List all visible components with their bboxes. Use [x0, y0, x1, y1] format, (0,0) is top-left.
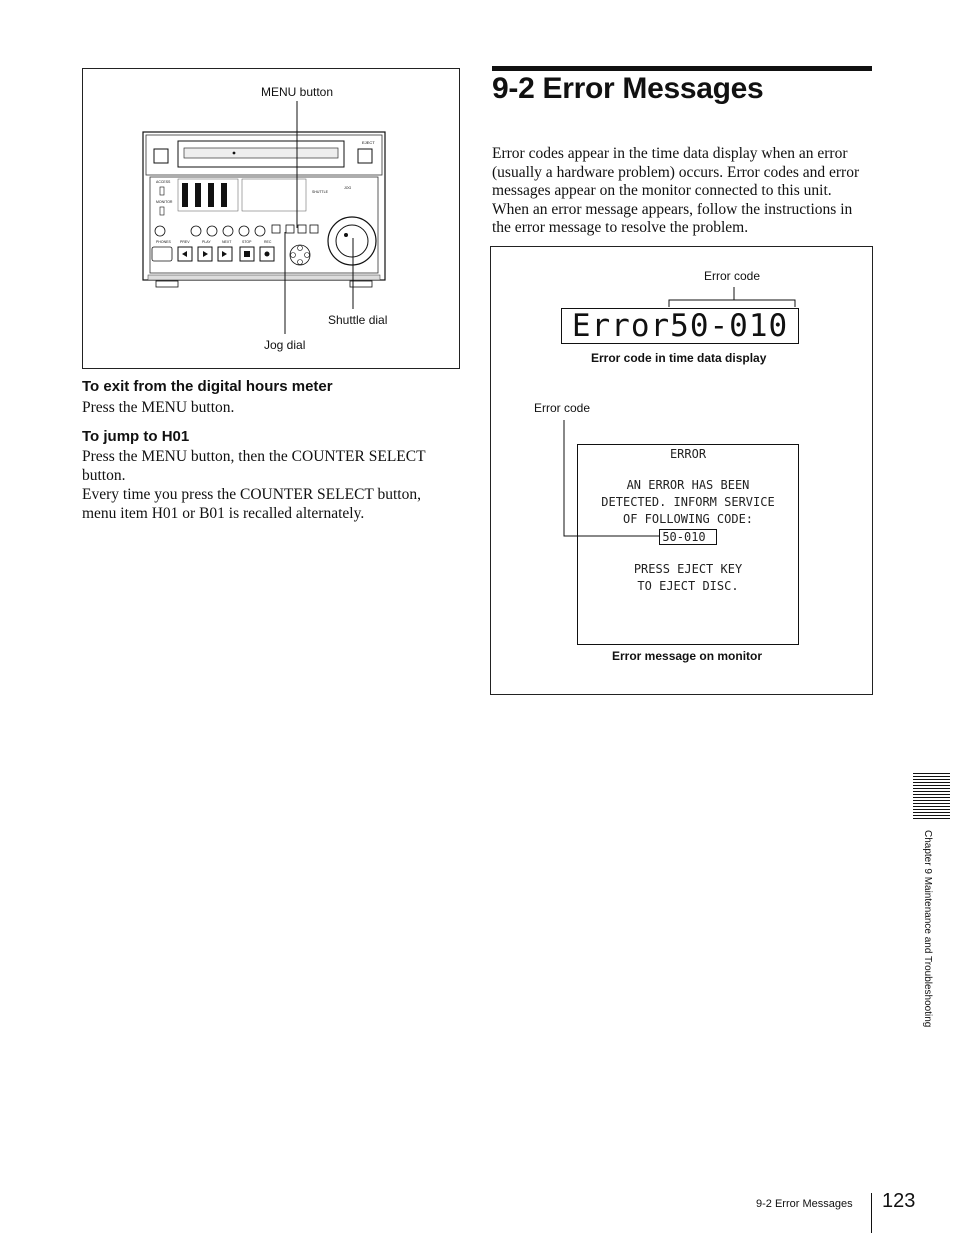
svg-text:EJECT: EJECT — [362, 140, 375, 145]
jump-body — [82, 447, 462, 523]
monitor-line: DETECTED. INFORM SERVICE — [601, 495, 775, 509]
footer-section-label: 9-2 Error Messages — [756, 1198, 853, 1210]
intro-line: When an error message appears, follow the instructions in — [492, 200, 853, 218]
monitor-line: OF FOLLOWING CODE: — [622, 512, 754, 526]
time-data-text: Error50-010 — [571, 308, 789, 344]
footer-rule — [871, 1193, 872, 1233]
intro-line: Error codes appear in the time data display when an error — [492, 145, 848, 162]
svg-text:SHUTTLE: SHUTTLE — [312, 190, 328, 194]
svg-text:MONITOR: MONITOR — [156, 200, 173, 204]
monitor-code-label: Error code — [534, 401, 591, 415]
page-title: 9-2 Error Messages — [492, 72, 764, 105]
time-display-bracket — [660, 285, 800, 309]
svg-text:NEXT: NEXT — [222, 240, 232, 244]
jump-heading: To jump to H01 — [82, 428, 190, 445]
monitor-error-code: 50-010 — [659, 529, 716, 545]
menu-button-label: MENU button — [261, 85, 334, 99]
svg-text:STOP: STOP — [242, 240, 252, 244]
title-rule — [492, 66, 872, 71]
intro-line: messages appear on the monitor connected to this unit. — [492, 182, 832, 200]
chapter-tab-label: Chapter 9 Maintenance and Troubleshooting — [922, 830, 933, 1028]
time-data-display — [561, 308, 799, 344]
monitor-line: ERROR — [669, 447, 707, 461]
exit-body: Press the MENU button. — [82, 399, 235, 416]
svg-text:REC: REC — [264, 240, 272, 244]
svg-text:PLAY: PLAY — [202, 240, 211, 244]
intro-line: the error message to resolve the problem. — [492, 219, 749, 237]
monitor-line: AN ERROR HAS BEEN — [626, 478, 750, 492]
intro-line: (usually a hardware problem) occurs. Error codes and error — [492, 163, 860, 181]
svg-text:PHONES: PHONES — [156, 240, 171, 244]
monitor-code-row — [578, 529, 798, 545]
monitor-screen — [577, 444, 799, 645]
monitor-caption: Error message on monitor — [612, 649, 763, 663]
shuttle-dial-label: Shuttle dial — [328, 313, 388, 327]
intro-paragraph — [492, 145, 874, 238]
chapter-tab-stripes — [913, 773, 950, 819]
svg-text:PREV: PREV — [180, 240, 190, 244]
page-number: 123 — [882, 1190, 916, 1212]
time-display-caption: Error code in time data display — [591, 351, 767, 365]
jump-line: Press the MENU button, then the COUNTER SELECT — [82, 448, 426, 465]
jump-line: menu item H01 or B01 is recalled alternately. — [82, 505, 365, 522]
jog-dial-label: Jog dial — [264, 338, 306, 352]
svg-text:JOG: JOG — [344, 186, 352, 190]
jump-line: button. — [82, 467, 126, 484]
svg-text:ACCESS: ACCESS — [156, 180, 171, 184]
monitor-line: PRESS EJECT KEY — [633, 562, 743, 576]
monitor-line: TO EJECT DISC. — [637, 579, 739, 593]
time-display-code-label: Error code — [704, 269, 761, 283]
jump-line: Every time you press the COUNTER SELECT button, — [82, 486, 421, 503]
exit-heading: To exit from the digital hours meter — [82, 378, 333, 395]
